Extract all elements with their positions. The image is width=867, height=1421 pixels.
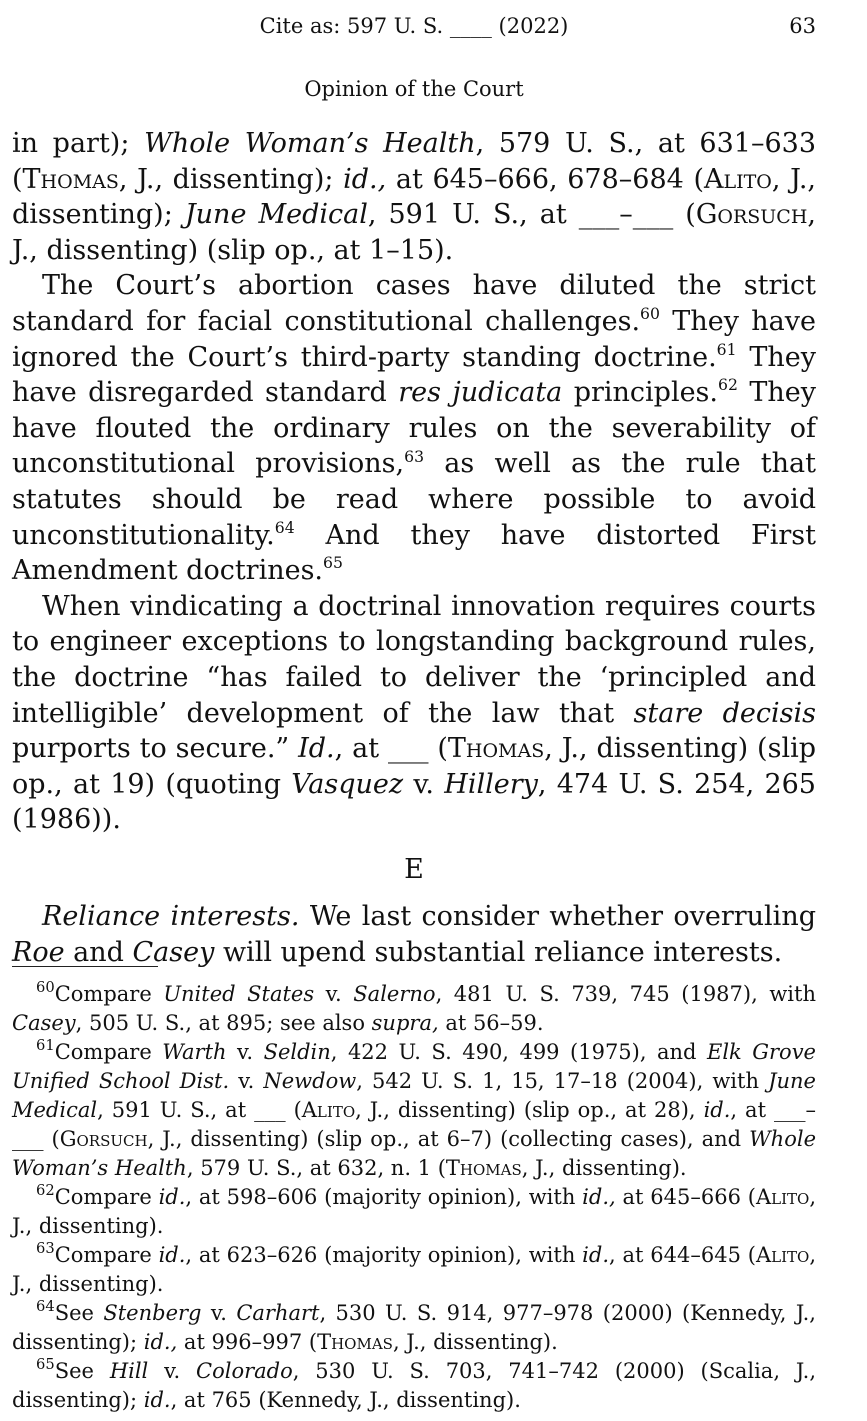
footnote-divider xyxy=(12,966,158,967)
page-number: 63 xyxy=(789,14,816,38)
footnote-ref-65: 65 xyxy=(323,553,343,573)
opinion-body xyxy=(12,126,816,971)
opinion-label: Opinion of the Court xyxy=(304,77,524,101)
footnote-64: $^{64}$See Stenberg v. Carhart, 530 U. S. 914, 977–978 (2000) (Kennedy, J., dissenting); id., at 996–997 (Thomas, J., dissenting). xyxy=(12,1298,816,1354)
paragraph-continued: in part); Whole Woman’s Health, 579 U. S., at 631–633 (Thomas, J., dissenting); id., at 645–666, 678–684 (Alito, J., dissenting); June Medical, 591 U. S., at ___–___ (Gorsuch, J., dissenting) (slip op., at 1–15). xyxy=(12,128,817,266)
footnote-63: $^{63}$Compare id., at 623–626 (majority opinion), with id., at 644–645 (Alito, J., dissenting). xyxy=(12,1240,816,1296)
footnote-62: $^{62}$Compare id., at 598–606 (majority opinion), with id., at 645–666 (Alito, J., dissenting). xyxy=(12,1182,816,1238)
footnote-ref-63: 63 xyxy=(404,446,425,466)
footnote-ref-61: 61 xyxy=(716,339,737,359)
footnote-ref-60: 60 xyxy=(640,304,660,324)
citation-line: Cite as: 597 U. S. ____ (2022) xyxy=(259,14,569,38)
footnote-60: $^{60}$Compare United States v. Salerno, 481 U. S. 739, 745 (1987), with Casey, 505 U. S., at 895; see also supra, at 56–59. xyxy=(12,979,816,1035)
footnote-61: $^{61}$Compare Warth v. Seldin, 422 U. S. 490, 499 (1975), and Elk Grove Unified School Dist. v. Newdow, 542 U. S. 1, 15, 17–18 (2004), with June Medical, 591 U. S., at ___ (Alito, J., dissenting) (slip op., at 28), id., at ___–___ (Gorsuch, J., dissenting) (slip op., at 6–7) (collecting cases), and Whole Woman’s Health, 579 U. S., at 632, n. 1 (Thomas, J., dissenting). xyxy=(12,1037,816,1180)
footnotes xyxy=(12,980,816,1415)
running-header xyxy=(12,14,816,42)
paragraph-abortion-cases: The Court’s abortion cases have diluted the strict standard for facial constitutional challenges.$^{60}$ They have ignored the Court’s third-party standing doctrine.$^{61}$ They have disregarded standard res judicata principles.$^{62}$ They have flouted the ordinary rules on the severability of unconstitutional provisions,$^{63}$ as well as the rule that statutes should be read where possible to avoid unconstitutionality.$^{64}$ And they have distorted First Amendment doctrines.$^{65}$ xyxy=(12,270,817,587)
footnote-65: $^{65}$See Hill v. Colorado, 530 U. S. 703, 741–742 (2000) (Scalia, J., dissenting); id., at 765 (Kennedy, J., dissenting). xyxy=(12,1356,816,1412)
paragraph-doctrinal-innovation: When vindicating a doctrinal innovation requires courts to engineer exceptions to longstanding background rules, the doctrine “has failed to deliver the ‘principled and intelligible’ development of the law that stare decisis purports to secure.” Id., at ___ (Thomas, J., dissenting) (slip op., at 19) (quoting Vasquez v. Hillery, 474 U. S. 254, 265 (1986)). xyxy=(12,590,817,836)
footnote-ref-64: 64 xyxy=(274,517,295,537)
section-heading: E xyxy=(404,853,424,885)
paragraph-reliance-interests: Reliance interests. We last consider whether overruling Roe and Casey will upend substantial reliance interests. xyxy=(12,901,816,969)
footnote-ref-62: 62 xyxy=(718,375,738,395)
